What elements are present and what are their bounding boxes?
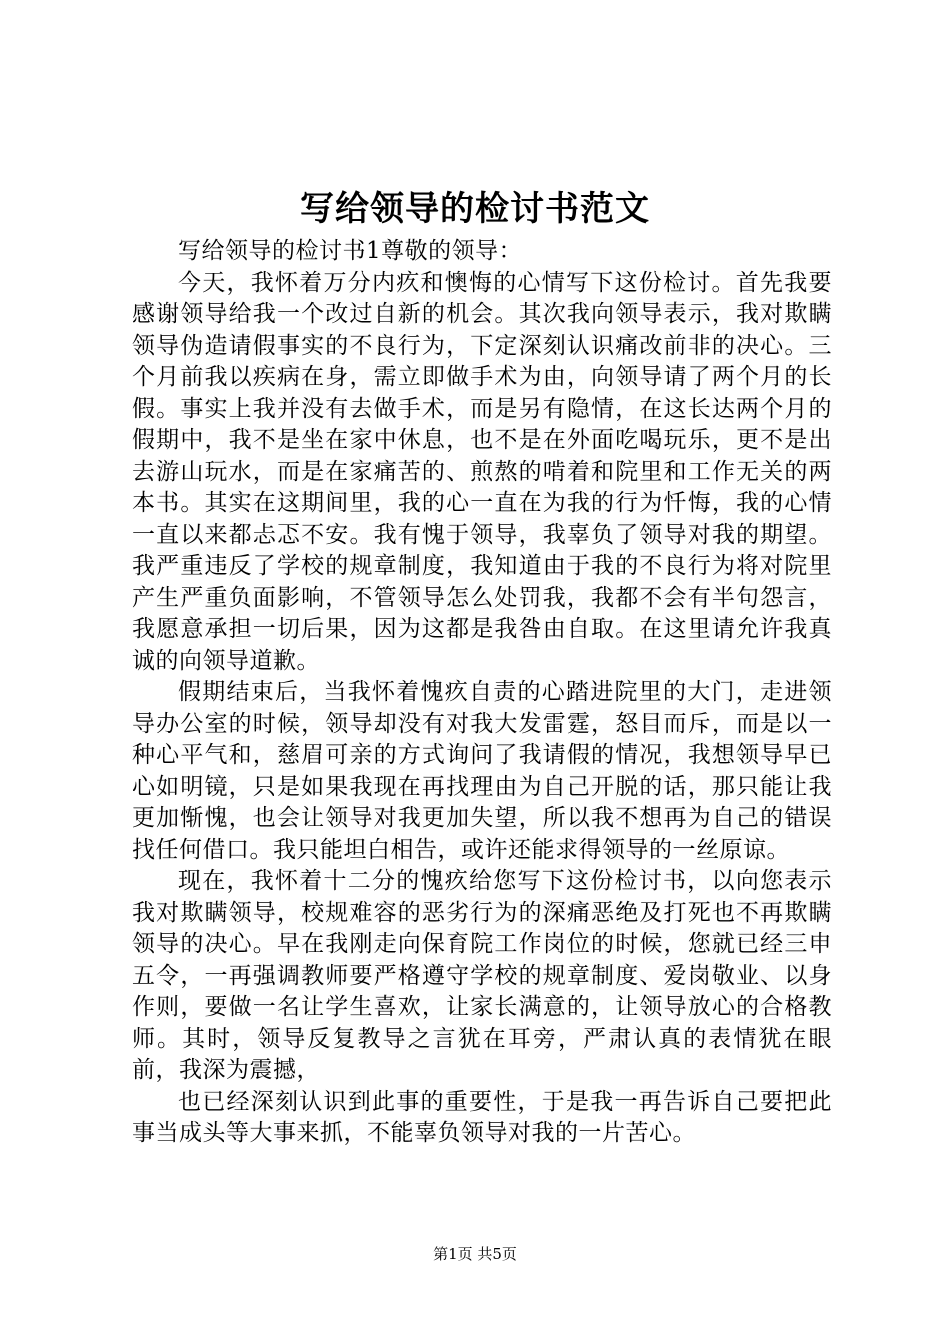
paragraph-2: 假期结束后，当我怀着愧疚自责的心踏进院里的大门，走进领导办公室的时候，领导却没有对我大发雷霆，怒目而斥，而是以一种心平气和，慈眉可亲的方式询问了我请假的情况，我想领导早已心如明镜，只是如果我现在再找理由为自己开脱的话，那只能让我更加惭愧，也会让领导对我更加失望，所以我不想再为自己的错误找任何借口。我只能坦白相告，或许还能求得领导的一丝原谅。: [132, 679, 832, 863]
page-number-footer: 第1页 共5页: [433, 1245, 517, 1263]
paragraph-1: 今天，我怀着万分内疚和懊悔的心情写下这份检讨。首先我要感谢领导给我一个改过自新的机会。其次我向领导表示，我对欺瞒领导伪造请假事实的不良行为，下定深刻认识痛改前非的决心。三个月前我以疾病在身，需立即做手术为由，向领导请了两个月的长假。事实上我并没有去做手术，而是另有隐情，在这长达两个月的假期中，我不是坐在家中休息，也不是在外面吃喝玩乐，更不是出去游山玩水，而是在家痛苦的、煎熬的啃着和院里和工作无关的两本书。其实在这期间里，我的心一直在为我的行为忏悔，我的心情一直以来都忐忑不安。我有愧于领导，我辜负了领导对我的期望。我严重违反了学校的规章制度，我知道由于我的不良行为将对院里产生严重负面影响，不管领导怎么处罚我，我都不会有半句怨言，我愿意承担一切后果，因为这都是我咎由自取。在这里请允许我真诚的向领导道歉。: [132, 269, 832, 674]
paragraph-4: 也已经深刻认识到此事的重要性，于是我一再告诉自己要把此事当成头等大事来抓，不能辜负领导对我的一片苦心。: [132, 1088, 832, 1146]
paragraph-3: 现在，我怀着十二分的愧疚给您写下这份检讨书，以向您表示我对欺瞒领导，校规难容的恶劣行为的深痛恶绝及打死也不再欺瞒领导的决心。早在我刚走向保育院工作岗位的时候，您就已经三申五令，一再强调教师要严格遵守学校的规章制度、爱岗敬业、以身作则，要做一名让学生喜欢，让家长满意的，让领导放心的合格教师。其时，领导反复教导之言犹在耳旁，严肃认真的表情犹在眼前，我深为震撼，: [132, 868, 832, 1083]
document-body: [132, 236, 832, 1150]
document-title: 写给领导的检讨书范文: [300, 189, 650, 229]
paragraph-greeting: 写给领导的检讨书1尊敬的领导：: [178, 238, 523, 264]
